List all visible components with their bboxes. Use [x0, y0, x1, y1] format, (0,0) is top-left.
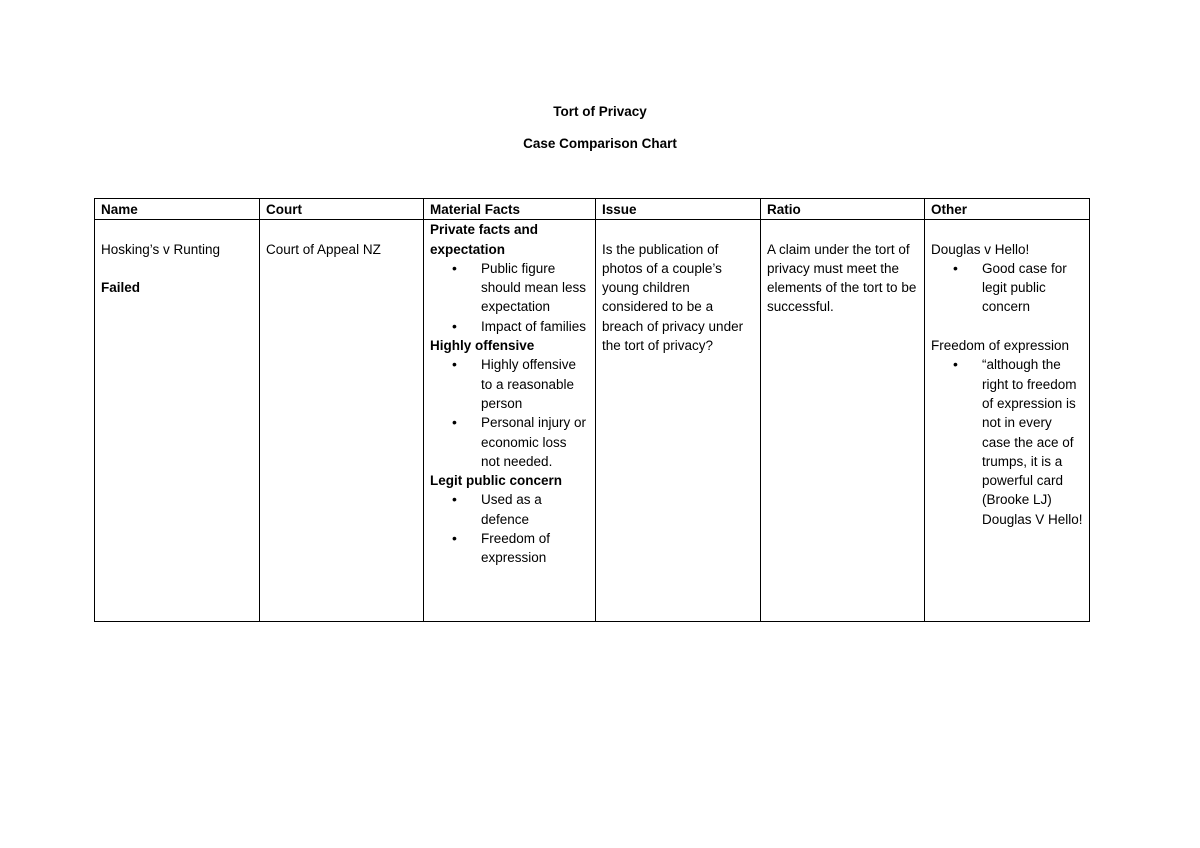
list-item: • Used as a defence: [430, 490, 589, 529]
header-ratio: Ratio: [761, 199, 925, 220]
court-name: Court of Appeal NZ: [266, 241, 381, 257]
list-item: • Good case for legit public concern: [931, 259, 1083, 317]
cell-ratio: [761, 220, 925, 622]
other-case-reference: Douglas v Hello!: [931, 241, 1030, 257]
cell-issue: [596, 220, 761, 622]
header-material-facts: Material Facts: [424, 199, 596, 220]
header-court: Court: [260, 199, 424, 220]
list-item: • Public figure should mean less expectation: [430, 259, 589, 317]
header-issue: Issue: [596, 199, 761, 220]
other-case-list: [931, 259, 1083, 317]
facts-heading-offensive: Highly offensive: [430, 338, 535, 354]
cell-other: [925, 220, 1090, 622]
table-row: [95, 220, 1090, 622]
facts-list-offensive: [430, 355, 589, 471]
cell-material-facts: [424, 220, 596, 622]
facts-list-public-concern: [430, 490, 589, 567]
facts-list-private: [430, 259, 589, 336]
document-subtitle: Case Comparison Chart: [523, 136, 677, 151]
list-item: • “although the right to freedom of expression is not in every case the ace of trumps, it is a powerful card (Brooke LJ) Douglas V Hello!: [931, 355, 1083, 529]
cell-name: [95, 220, 260, 622]
cell-court: [260, 220, 424, 622]
list-item: • Freedom of expression: [430, 529, 589, 568]
issue-text: Is the publication of photos of a couple’s young children considered to be a breach of privacy under the tort of privacy?: [602, 241, 744, 354]
header-name: Name: [95, 199, 260, 220]
facts-heading-public-concern: Legit public concern: [430, 473, 563, 489]
document-title: Tort of Privacy: [553, 104, 647, 119]
case-outcome: Failed: [101, 280, 141, 296]
other-topic-list: [931, 355, 1083, 529]
case-name: Hosking’s v Runting: [101, 241, 221, 257]
ratio-text: A claim under the tort of privacy must meet the elements of the tort to be successful.: [767, 241, 917, 315]
list-item: • Highly offensive to a reasonable person: [430, 355, 589, 413]
facts-heading-private: Private facts and expectation: [430, 222, 539, 257]
table-header-row: [95, 199, 1090, 220]
header-other: Other: [925, 199, 1090, 220]
case-comparison-table: [94, 198, 1090, 622]
list-item: • Personal injury or economic loss not needed.: [430, 413, 589, 471]
other-topic-heading: Freedom of expression: [931, 338, 1070, 354]
list-item: • Impact of families: [430, 317, 589, 336]
